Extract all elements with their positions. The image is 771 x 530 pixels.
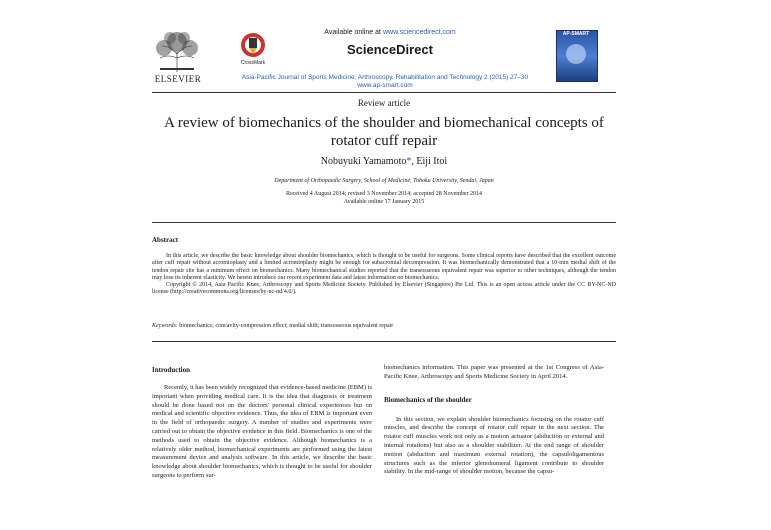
right-column [384, 364, 604, 477]
article-dates [152, 190, 616, 206]
copyright-notice: Copyright © 2014, Asia Pacific Knee, Arthroscopy and Sports Medicine Society. Published by Elsevier (Singapore) Pte Ltd. This is an open access article under the CC BY-NC-ND license (http://creativecommons.org/licenses/by-nc-nd/4.0/). [152, 282, 616, 296]
abstract-heading: Abstract [152, 236, 179, 244]
introduction-paragraph: Recently, it has been widely recognized that evidence-based medicine (EBM) is important when providing medical care. It is the idea that diagnosis or treatment should be done based not on the doctors' personal clinical experiences but on medical and scientific objective evidence. Thus, the idea of EBM is important even in the field of orthopaedic surgery. A number of studies and experiments were carried out to obtain the objective evidence in this field. Biomechanics is one of the methods used to obtain the objective evidence. Although biomechanics is a relatively older method, biomechanical experiments are performed using the latest measurement device and analysis software. In this article, we describe the basic knowledge about shoulder biomechanics, which is thought to be useful for shoulder surgeons to perform sur- [152, 384, 372, 479]
available-online-line [300, 29, 480, 36]
author-primary[interactable]: Nobuyuki Yamamoto [320, 156, 407, 167]
cover-label: AP-SMART [562, 31, 590, 37]
corresponding-author-mark[interactable]: * [406, 156, 412, 167]
received-dates: Received 4 August 2014; revised 3 November 2014; accepted 28 November 2014 [285, 191, 483, 197]
online-date: Available online 17 January 2015 [343, 199, 425, 205]
author-secondary[interactable]: , Eiji Itoi [411, 156, 448, 167]
cover-graphic [566, 44, 586, 64]
author-list [152, 156, 616, 167]
article-type: Review article [357, 98, 411, 108]
abstract-block [152, 253, 616, 297]
crossmark-label: CrossMark [240, 60, 266, 66]
biomechanics-heading: Biomechanics of the shoulder [384, 395, 472, 404]
abstract-bottom-divider [152, 341, 616, 342]
available-prefix: Available online at [324, 29, 381, 36]
sciencedirect-url-link[interactable]: www.sciencedirect.com [382, 29, 456, 36]
platform-name: ScienceDirect [347, 42, 433, 57]
publisher-name: ELSEVIER [154, 74, 202, 84]
abstract-top-divider [152, 222, 616, 223]
left-column [152, 366, 372, 481]
journal-url-link[interactable]: www.ap-smart.com [357, 82, 413, 89]
elsevier-tree-logo [150, 28, 204, 74]
article-title: A review of biomechanics of the shoulder and biomechanical concepts of rotator cuff repair [164, 115, 604, 149]
affiliation: Department of Orthopaedic Surgery, School of Medicine, Tohoku University, Sendai, Japan [274, 178, 494, 184]
journal-citation-link[interactable]: Asia-Pacific Journal of Sports Medicine, Arthroscopy, Rehabilitation and Technology 2 (2015) 27–30 [241, 74, 529, 81]
header-divider [152, 92, 616, 93]
keywords-list: biomechanics; concavity-compression effect; medial shift; transosseous equivalent repair [177, 323, 394, 329]
keywords-label: Keywords: [152, 323, 178, 329]
continuation-paragraph: biomechanics information. This paper was presented at the 1st Congress of Asia-Pacific Knee, Arthroscopy and Sports Medicine Society in April 2014. [384, 364, 604, 380]
keywords-line [152, 323, 616, 329]
abstract-text: In this article, we describe the basic knowledge about shoulder biomechanics, which is thought to be useful for surgeons. Some clinical reports have described that the excellent outcome after cuff repair without acromioplasty and a limited acromioplasty might be enough for subacromial decompression. It was biomechanically demonstrated that a 10-mm medial shift of the tendon repair site has a minimum effect on biomechanics. Many biomechanical studies reported that the transosseous equivalent repair was superior to other techniques, although the tendon may lose its inherent elasticity. We herein introduce our recent experiment data and latest information on biomechanics. [152, 253, 616, 281]
introduction-heading: Introduction [152, 366, 190, 374]
crossmark-icon[interactable] [240, 32, 266, 58]
biomechanics-paragraph: In this section, we explain shoulder biomechanics focusing on the rotator cuff muscles, and describe the concept of rotator cuff repair in the next section. The rotator cuff muscles work not only as a motion actuator (abduction or external and internal rotations) but also as a shoulder stabilizer. At the end range of shoulder motion (abduction and maximum external rotation), the capsuloligamentous structures such as the inferior glenohumeral ligament contribute to shoulder stability. In the mid-range of shoulder motion, because the capsu- [384, 415, 604, 476]
